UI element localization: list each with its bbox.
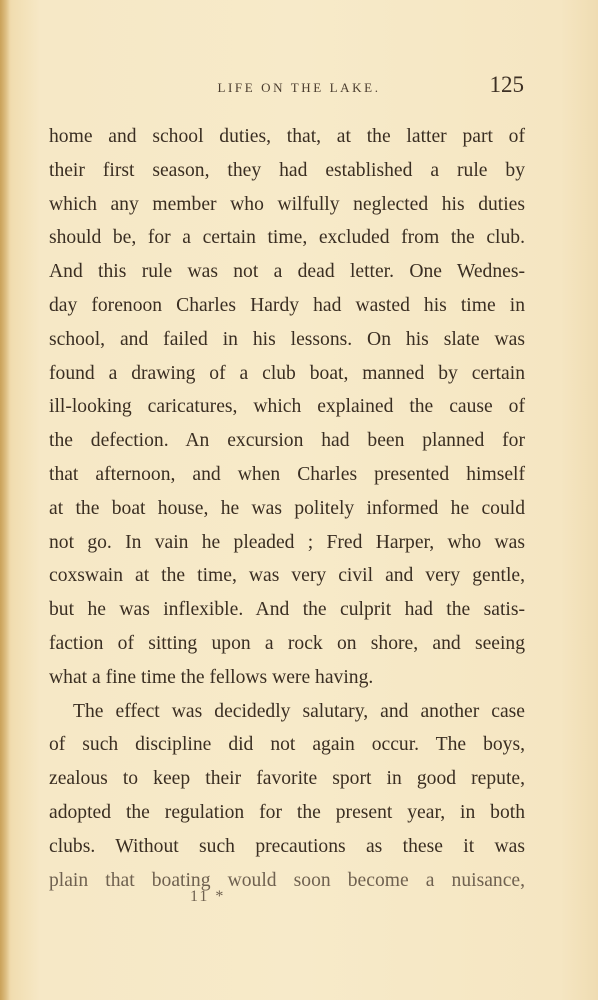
running-head [0, 72, 598, 102]
text-line: which any member who wilfully neglected his duties [49, 193, 525, 215]
body-text [49, 120, 525, 897]
text-line: clubs. Without such precautions as these it was [49, 835, 525, 857]
text-line: coxswain at the time, was very civil and very gentle, [49, 565, 525, 587]
text-line: ill-looking caricatures, which explained the cause of [49, 396, 525, 418]
text-line: school, and failed in his lessons. On his slate was [49, 328, 525, 350]
text-line: And this rule was not a dead letter. One Wednes- [49, 261, 525, 283]
text-line: zealous to keep their favorite sport in good repute, [49, 768, 525, 790]
text-line: found a drawing of a club boat, manned by certain [49, 362, 525, 384]
text-line: plain that boating would soon become a nuisance, [49, 869, 525, 891]
text-line: but he was inflexible. And the culprit had the satis- [49, 599, 525, 621]
text-line: at the boat house, he was politely informed he could [49, 497, 525, 519]
text-line: the defection. An excursion had been planned for [49, 430, 525, 452]
signature-mark: 11 * [190, 888, 226, 905]
text-line: of such discipline did not again occur. The boys, [49, 734, 525, 756]
text-line: adopted the regulation for the present year, in both [49, 801, 525, 823]
text-line: The effect was decidedly salutary, and another case [73, 700, 525, 722]
spine-shadow [0, 0, 10, 1000]
text-line: what a fine time the fellows were having. [49, 666, 374, 688]
text-line: should be, for a certain time, excluded from the club. [49, 227, 525, 249]
text-line: their first season, they had established a rule by [49, 159, 525, 181]
text-line: day forenoon Charles Hardy had wasted his time in [49, 294, 525, 316]
text-line: not go. In vain he pleaded ; Fred Harper, who was [49, 531, 525, 553]
text-line: faction of sitting upon a rock on shore, and seeing [49, 632, 525, 654]
page-number: 125 [489, 72, 524, 97]
text-line: home and school duties, that, at the latter part of [49, 126, 525, 147]
running-title: LIFE ON THE LAKE. [217, 80, 381, 95]
text-line: that afternoon, and when Charles presented himself [49, 463, 525, 485]
